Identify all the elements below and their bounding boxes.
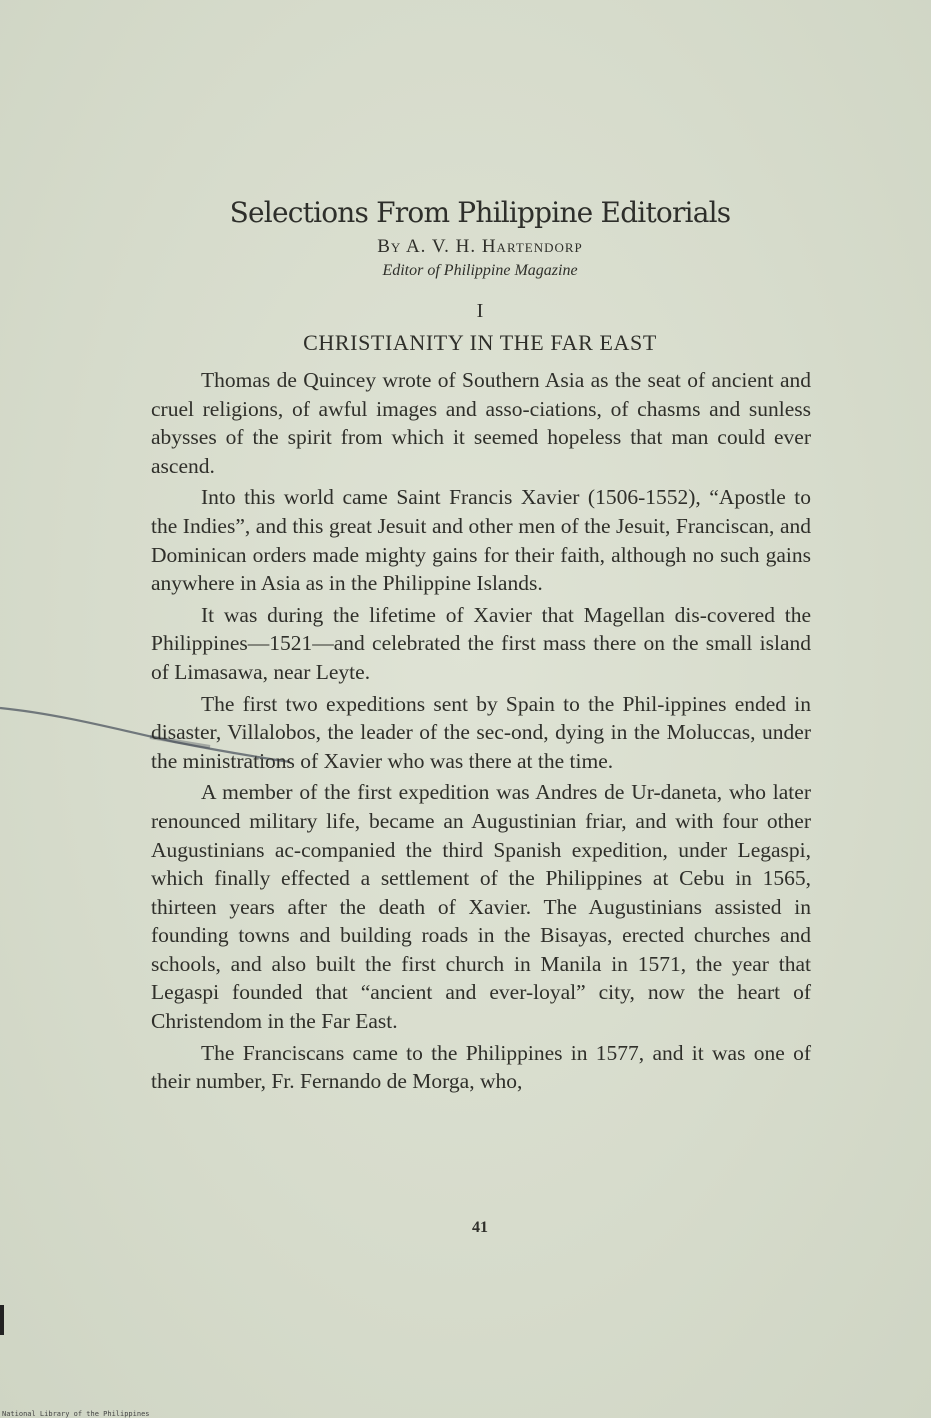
- editor-line: Editor of Philippine Magazine: [382, 262, 578, 279]
- section-heading: CHRISTIANITY IN THE FAR EAST: [303, 330, 657, 355]
- paragraph: A member of the first expedition was Andres de Ur-daneta, who later renounced military life, became an Augustinian friar, and with four other Augustinians ac-companied the third Spanish expedition, under Legaspi, which finally effected a settlement of the Philippines at Cebu in 1565, thirteen years after the death of Xavier. The Augustinians assisted in founding towns and building roads in the Bisayas, erected churches and schools, and also built the first church in Manila in 1571, the year that Legaspi founded that “ancient and ever-loyal” city, now the heart of Christendom in the Far East.: [151, 780, 811, 1034]
- article-title: Selections From Philippine Editorials: [229, 196, 731, 229]
- paragraph: The Franciscans came to the Philippines in 1577, and it was one of their number, Fr. Fernando de Morga, who,: [151, 1040, 811, 1094]
- paragraph: It was during the lifetime of Xavier that Magellan dis-covered the Philippines—1521—and celebrated the first mass there on the small island of Limasawa, near Leyte.: [151, 602, 811, 684]
- paragraph: Into this world came Saint Francis Xavier (1506-1552), “Apostle to the Indies”, and this great Jesuit and other men of the Jesuit, Franciscan, and Dominican orders made mighty gains for their faith, although no such gains anywhere in Asia as in the Philippine Islands.: [151, 485, 811, 596]
- section-number: I: [476, 300, 484, 322]
- article-byline: By A. V. H. Hartendorp: [377, 236, 583, 257]
- page-number: 41: [472, 1219, 488, 1236]
- paragraph: Thomas de Quincey wrote of Southern Asia as the seat of ancient and cruel religions, of awful images and asso-ciations, of chasms and sunless abysses of the spirit from which it seemed hopeless that man could ever ascend.: [151, 368, 811, 478]
- article-body: [151, 366, 811, 1099]
- paragraph: The first two expeditions sent by Spain to the Phil-ippines ended in disaster, Villalobos, the leader of the sec-ond, dying in the Moluccas, under the ministrations of Xavier who was there at the time.: [151, 691, 811, 773]
- edge-mark: [0, 1305, 4, 1335]
- library-credit: National Library of the Philippines: [2, 1410, 150, 1418]
